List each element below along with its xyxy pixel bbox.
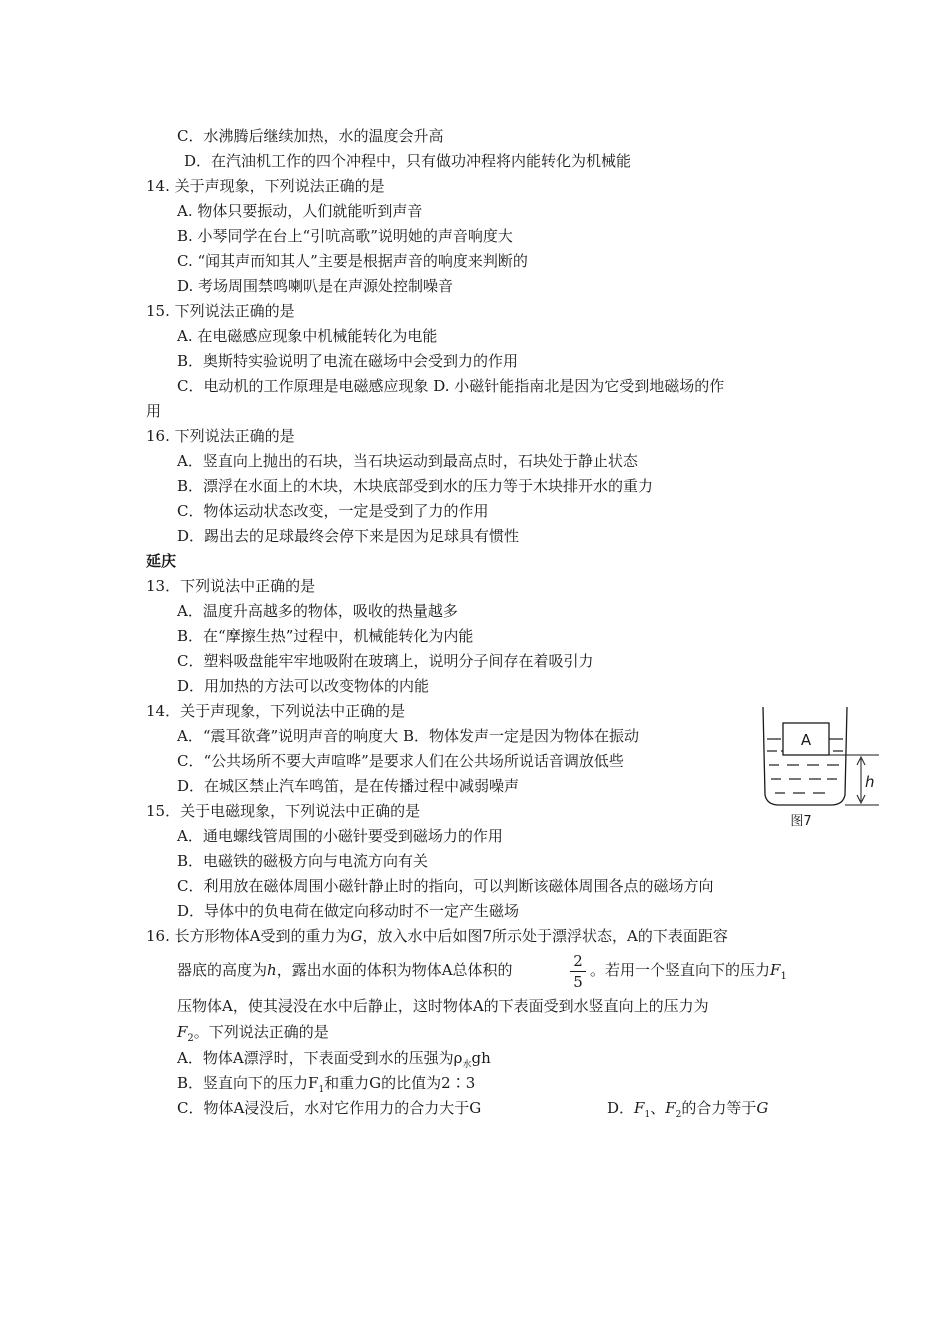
figure-caption: 图7 — [790, 814, 812, 829]
yq13-option-a: A．温度升高越多的物体，吸收的热量越多 — [177, 602, 458, 620]
yq16-option-b: B．竖直向下的压力$F_1$和重力G的比值为2∶3 — [177, 1074, 476, 1095]
q14-option-b: B. 小琴同学在台上“引吭高歌”说明她的声音响度大 — [177, 227, 513, 245]
section-heading: 延庆 — [146, 552, 177, 570]
q14-stem: 14. 关于声现象，下列说法正确的是 — [146, 177, 385, 195]
yq16-stem-line4: $F_2$。下列说法正确的是 — [177, 1023, 329, 1044]
q13-option-d: D．在汽油机工作的四个冲程中，只有做功冲程将内能转化为机械能 — [184, 152, 632, 170]
q15-stem: 15. 下列说法正确的是 — [146, 302, 295, 320]
yq15-option-b: B．电磁铁的磁极方向与电流方向有关 — [177, 852, 429, 870]
q15-option-b: B．奥斯特实验说明了电流在磁场中会受到力的作用 — [177, 352, 519, 370]
yq16-stem-line2b: 。若用一个竖直向下的压力$F_1$ — [590, 961, 787, 982]
yq15-option-c: C．利用放在磁体周围小磁针静止时的指向，可以判断该磁体周围各点的磁场方向 — [177, 877, 714, 895]
yq16-option-d: D．$F_1$、$F_2$的合力等于G — [607, 1099, 769, 1120]
q15-option-d-wrap: 用 — [146, 402, 162, 420]
yq14-option-c: C．“公共场所不要大声喧哗”是要求人们在公共场所说话音调放低些 — [177, 752, 624, 770]
q16-option-d: D．踢出去的足球最终会停下来是因为足球具有惯性 — [177, 527, 520, 545]
yq15-stem: 15．关于电磁现象，下列说法中正确的是 — [146, 802, 421, 820]
fraction-numerator: 2 — [573, 952, 583, 970]
q14-option-d: D. 考场周围禁鸣喇叭是在声源处控制噪音 — [177, 277, 454, 295]
yq16-stem-line2: 器底的高度为h，露出水面的体积为物体A总体积的 — [177, 961, 513, 979]
yq16-option-a: A．物体A漂浮时，下表面受到水的压强为$\rho_水gh$ — [177, 1049, 491, 1070]
yq13-option-c: C．塑料吸盘能牢牢地吸附在玻璃上，说明分子间存在着吸引力 — [177, 652, 594, 670]
q16-option-c: C．物体运动状态改变，一定是受到了力的作用 — [177, 502, 489, 520]
figure-7-floating-block — [755, 705, 885, 830]
height-label: h — [865, 773, 875, 791]
yq13-stem: 13．下列说法中正确的是 — [146, 577, 316, 595]
q13-option-c: C．水沸腾后继续加热，水的温度会升高 — [177, 127, 444, 145]
yq15-option-d: D．导体中的负电荷在做定向移动时不一定产生磁场 — [177, 902, 520, 920]
yq16-stem-line3: 压物体A，使其浸没在水中后静止，这时物体A的下表面受到水竖直向上的压力为 — [177, 997, 709, 1015]
fraction-bar — [570, 971, 586, 972]
container-outline — [763, 707, 847, 805]
yq13-option-d: D．用加热的方法可以改变物体的内能 — [177, 677, 430, 695]
q16-stem: 16. 下列说法正确的是 — [146, 427, 295, 445]
q16-option-a: A．竖直向上抛出的石块，当石块运动到最高点时，石块处于静止状态 — [177, 452, 638, 470]
yq14-option-ab: A．“震耳欲聋”说明声音的响度大 B．物体发声一定是因为物体在振动 — [177, 727, 639, 745]
yq14-stem: 14．关于声现象，下列说法中正确的是 — [146, 702, 406, 720]
q14-option-a: A. 物体只要振动，人们就能听到声音 — [177, 202, 423, 220]
q15-option-cd: C．电动机的工作原理是电磁感应现象 D. 小磁针能指南北是因为它受到地磁场的作 — [177, 377, 725, 395]
fraction-two-fifths — [568, 952, 588, 991]
q14-option-c: C. “闻其声而知其人”主要是根据声音的响度来判断的 — [177, 252, 528, 270]
yq16-stem-line1: 16. 长方形物体A受到的重力为G，放入水中后如图7所示处于漂浮状态，A的下表面距容 — [146, 927, 728, 945]
yq14-option-d: D．在城区禁止汽车鸣笛，是在传播过程中减弱噪声 — [177, 777, 520, 795]
q15-option-a: A. 在电磁感应现象中机械能转化为电能 — [177, 327, 438, 345]
yq16-option-c: C．物体A浸没后，水对它作用力的合力大于G — [177, 1099, 482, 1117]
yq15-option-a: A．通电螺线管周围的小磁针要受到磁场力的作用 — [177, 827, 503, 845]
block-a-label: A — [800, 731, 812, 749]
yq13-option-b: B．在“摩擦生热”过程中，机械能转化为内能 — [177, 627, 474, 645]
fraction-denominator: 5 — [573, 973, 583, 991]
q16-option-b: B．漂浮在水面上的木块，木块底部受到水的压力等于木块排开水的重力 — [177, 477, 654, 495]
